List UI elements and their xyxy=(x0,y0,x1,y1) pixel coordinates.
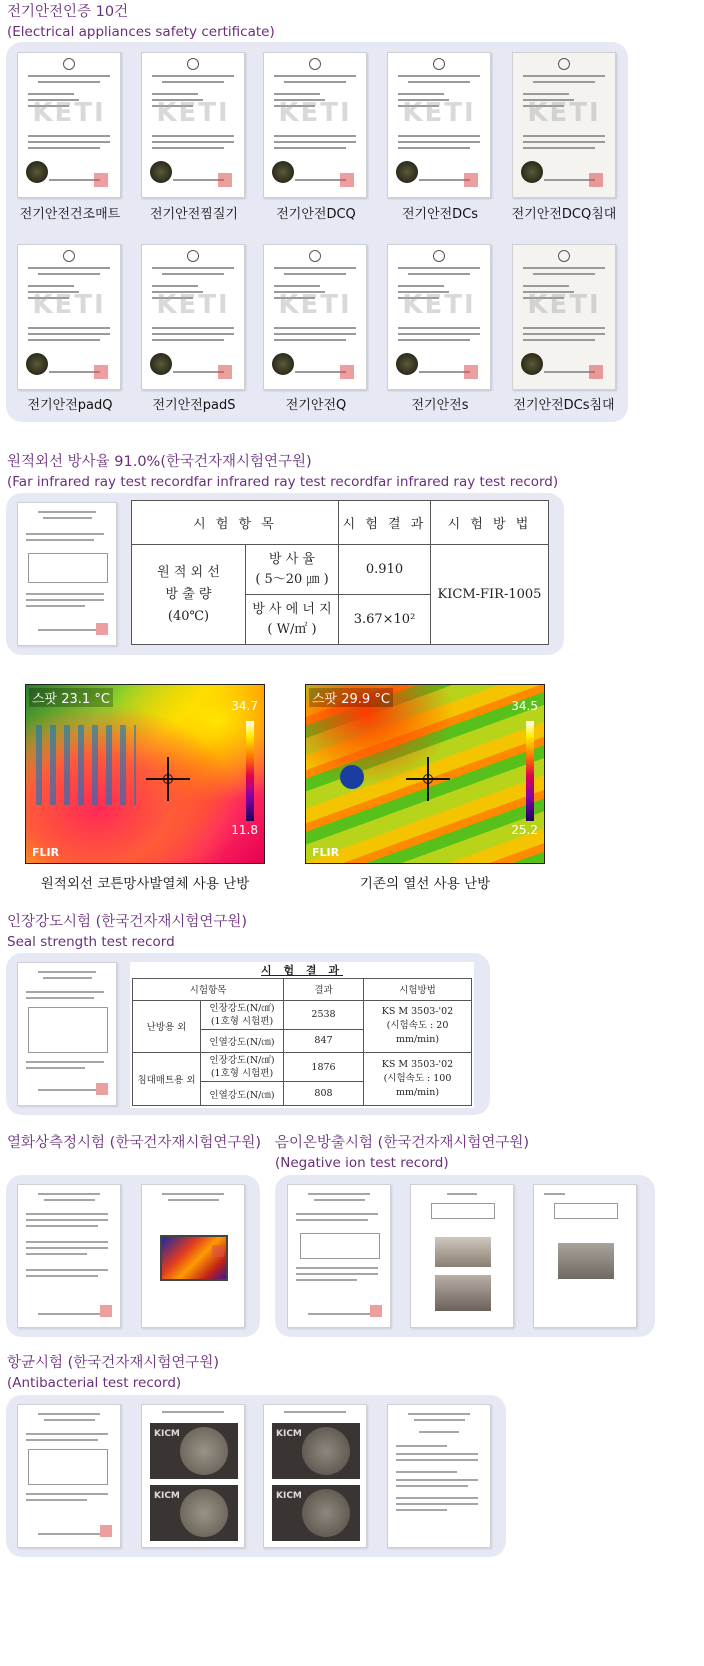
max-temp-left: 34.7 xyxy=(231,699,258,713)
min-temp-left: 11.8 xyxy=(231,823,258,837)
antibacterial-summary-page xyxy=(387,1404,491,1548)
certificate-image: KETI xyxy=(17,244,121,390)
emissivity-label: 방 사 율 xyxy=(269,551,315,567)
th-result: 결과 xyxy=(284,979,364,1001)
spot-temp-right: 스팟 29.9 °C xyxy=(309,688,393,707)
antibacterial-title: 항균시험 (한국건자재시험연구원) xyxy=(7,1355,220,1371)
crosshair-ring-icon xyxy=(423,774,433,784)
cert-caption: 전기안전padS xyxy=(152,398,236,413)
seal-strength-title: 인장강도시험 (한국건자재시험연구원) xyxy=(7,914,248,930)
spot-temp-left: 스팟 23.1 °C xyxy=(29,688,113,707)
thermal-imaging-title: 열화상측정시험 (한국건자재시험연구원) xyxy=(7,1135,262,1151)
specimen-label: (1호형 시험편) xyxy=(210,1068,274,1080)
result-value: 847 xyxy=(284,1029,364,1053)
energy-value: 3.67×10² xyxy=(339,595,431,645)
antibacterial-petri-page xyxy=(141,1404,245,1548)
cert-caption: 전기안전s xyxy=(411,398,469,413)
kicm-label: KICM xyxy=(154,1491,180,1501)
item-line-3: (40℃) xyxy=(167,608,210,624)
crosshair-ring-icon xyxy=(163,774,173,784)
negative-ion-device-page xyxy=(533,1184,637,1328)
group-bed-mat: 침대매트용 외 xyxy=(133,1053,201,1106)
flir-logo: FLIR xyxy=(312,846,340,859)
cert-caption: 전기안전찜질기 xyxy=(150,207,238,222)
method-speed: (시험속도 : 100 mm/min) xyxy=(383,1073,452,1099)
min-temp-right: 25.2 xyxy=(511,823,538,837)
th-item: 시 험 항 목 xyxy=(132,501,339,545)
kicm-label: KICM xyxy=(154,1429,180,1439)
far-infrared-heading xyxy=(7,452,558,492)
negative-ion-heading xyxy=(275,1133,529,1173)
seal-strength-subtitle: Seal strength test record xyxy=(7,934,175,950)
cert-caption: 전기안전DCQ xyxy=(276,207,356,222)
method-code: KS M 3503-'02 xyxy=(381,1006,454,1018)
temperature-scale-bar xyxy=(526,721,534,821)
cert-caption: 전기안전DCs침대 xyxy=(513,398,615,413)
safety-cert-subtitle: (Electrical appliances safety certificate) xyxy=(7,24,275,40)
tear-label: 인열강도(N/㎝) xyxy=(201,1082,284,1106)
certificate-image: KETI xyxy=(141,52,245,198)
cert-caption: 전기안전padQ xyxy=(27,398,113,413)
thermal-image-right xyxy=(305,684,545,864)
cert-caption: 전기안전건조매트 xyxy=(19,207,121,222)
emissivity-range: ( 5～20 ㎛ ) xyxy=(255,571,329,587)
result-value: 2538 xyxy=(284,1000,364,1029)
th-method: 시 험 방 법 xyxy=(431,501,549,545)
far-infrared-result-table xyxy=(131,500,549,644)
antibacterial-heading xyxy=(7,1353,219,1393)
energy-label: 방 사 에 너 지 xyxy=(252,601,332,617)
negative-ion-subtitle: (Negative ion test record) xyxy=(275,1155,449,1171)
far-infrared-title: 원적외선 방사율 91.0%(한국건자재시험연구원) xyxy=(7,454,312,470)
far-infrared-subtitle: (Far infrared ray test recordfar infrared ray test recordfar infrared ray test record) xyxy=(7,474,559,490)
thermal-imaging-report-image xyxy=(17,1184,121,1328)
thermal-caption-right: 기존의 열선 사용 난방 xyxy=(359,876,491,892)
energy-unit: ( W/㎡ ) xyxy=(267,621,317,637)
th-item: 시험항목 xyxy=(133,979,284,1001)
kicm-label: KICM xyxy=(276,1429,302,1439)
certificate-image: KETI xyxy=(17,52,121,198)
emissivity-value: 0.910 xyxy=(339,545,431,595)
certificate-image: KETI xyxy=(512,244,616,390)
antibacterial-subtitle: (Antibacterial test record) xyxy=(7,1375,182,1391)
thermal-caption-left: 원적외선 코튼망사발열체 사용 난방 xyxy=(40,876,250,892)
tear-label: 인열강도(N/㎝) xyxy=(201,1029,284,1053)
cert-caption: 전기안전Q xyxy=(285,398,347,413)
safety-cert-heading xyxy=(7,2,275,42)
tensile-label: 인장강도(N/㎠) xyxy=(209,1002,275,1014)
method-speed: (시험속도 : 20 mm/min) xyxy=(386,1020,449,1046)
specimen-label: (1호형 시험편) xyxy=(210,1015,274,1027)
antibacterial-petri-page xyxy=(263,1404,367,1548)
method-code: KS M 3503-'02 xyxy=(381,1059,454,1071)
seal-table-title: 시 험 결 과 xyxy=(261,964,343,977)
certificate-image: KETI xyxy=(263,244,367,390)
negative-ion-title: 음이온방출시험 (한국건자재시험연구원) xyxy=(275,1135,530,1151)
thermal-image-left xyxy=(25,684,265,864)
cert-caption: 전기안전DCs xyxy=(401,207,479,222)
result-value: 808 xyxy=(284,1082,364,1106)
result-value: 1876 xyxy=(284,1053,364,1082)
item-line-2: 방 출 량 xyxy=(165,586,212,602)
max-temp-right: 34.5 xyxy=(511,699,538,713)
seal-strength-result-table xyxy=(130,962,474,1108)
safety-cert-title: 전기안전인증 10건 xyxy=(7,4,129,20)
certificate-image: KETI xyxy=(263,52,367,198)
flir-logo: FLIR xyxy=(32,846,60,859)
thermal-imaging-heading xyxy=(7,1133,261,1153)
seal-strength-heading xyxy=(7,912,247,952)
antibacterial-report-image xyxy=(17,1404,121,1548)
seal-strength-report-image xyxy=(17,962,117,1106)
temperature-scale-bar xyxy=(246,721,254,821)
kicm-label: KICM xyxy=(276,1491,302,1501)
item-line-1: 원 적 외 선 xyxy=(157,564,220,580)
far-infrared-report-image xyxy=(17,502,117,646)
method-value: KICM-FIR-1005 xyxy=(431,545,549,645)
cert-caption: 전기안전DCQ침대 xyxy=(511,207,617,222)
thermal-imaging-photo-page xyxy=(141,1184,245,1328)
negative-ion-report-image xyxy=(287,1184,391,1328)
th-result: 시 험 결 과 xyxy=(339,501,431,545)
th-method: 시험방법 xyxy=(364,979,472,1001)
certificate-image: KETI xyxy=(141,244,245,390)
group-heating: 난방용 외 xyxy=(133,1000,201,1053)
certificate-image: KETI xyxy=(387,52,491,198)
certificate-image: KETI xyxy=(512,52,616,198)
certificate-image: KETI xyxy=(387,244,491,390)
tensile-label: 인장강도(N/㎠) xyxy=(209,1055,275,1067)
negative-ion-photo-page xyxy=(410,1184,514,1328)
